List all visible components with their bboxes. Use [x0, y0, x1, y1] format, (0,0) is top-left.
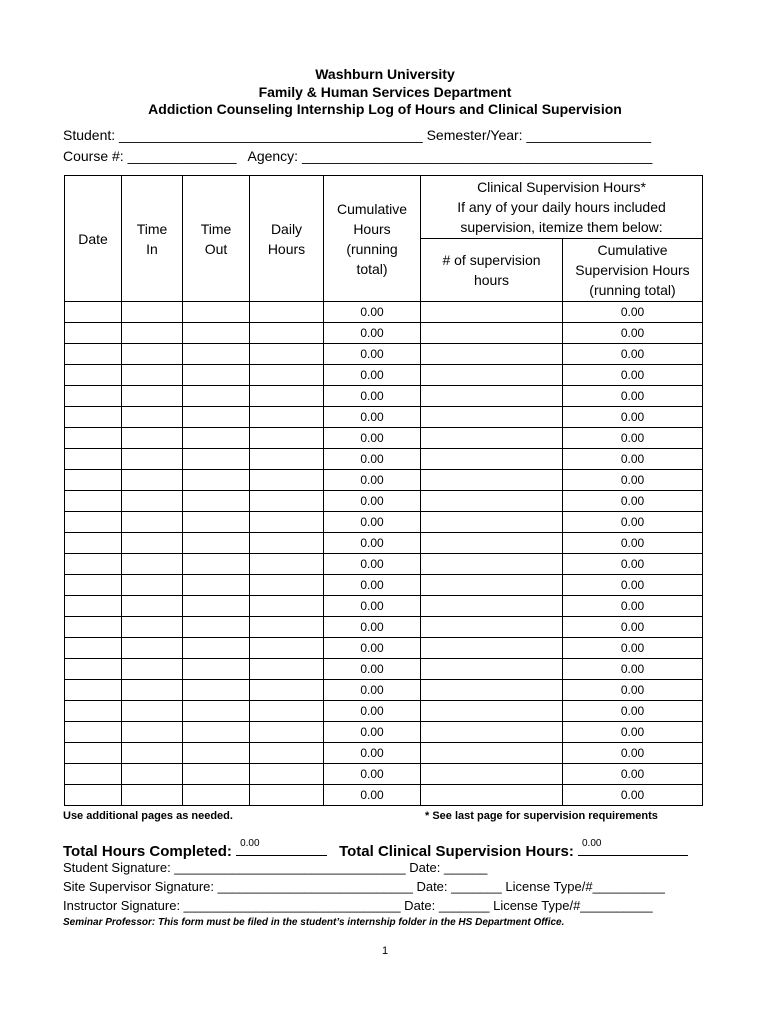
supervision-hours-cell[interactable] — [421, 764, 563, 785]
date-cell[interactable] — [65, 680, 122, 701]
total-hours-label: Total Hours Completed: — [63, 843, 237, 860]
time-out-cell[interactable] — [183, 428, 250, 449]
cumulative-hours-cell[interactable]: 0.00 — [324, 617, 421, 638]
cumulative-hours-cell[interactable]: 0.00 — [324, 470, 421, 491]
cumulative-hours-cell[interactable]: 0.00 — [324, 680, 421, 701]
daily-hours-cell[interactable] — [250, 428, 324, 449]
cumulative-supervision-cell[interactable]: 0.00 — [563, 785, 703, 806]
time-in-cell[interactable] — [122, 680, 183, 701]
supervision-hours-cell[interactable] — [421, 743, 563, 764]
supervision-requirements-note: * See last page for supervision requirements — [425, 810, 658, 822]
table-row — [65, 491, 703, 512]
daily-hours-cell[interactable] — [250, 638, 324, 659]
cumulative-hours-cell[interactable]: 0.00 — [324, 323, 421, 344]
cumulative-supervision-cell[interactable]: 0.00 — [563, 701, 703, 722]
instructor-signature-line[interactable]: Instructor Signature: ______________________________ Date: _______ License Type/#__________ — [63, 898, 653, 913]
time-out-cell[interactable] — [183, 638, 250, 659]
time-in-cell[interactable] — [122, 659, 183, 680]
cumulative-hours-cell[interactable]: 0.00 — [324, 449, 421, 470]
table-row — [65, 407, 703, 428]
supervision-hours-cell[interactable] — [421, 554, 563, 575]
table-row — [65, 575, 703, 596]
time-in-cell[interactable] — [122, 638, 183, 659]
date-cell[interactable] — [65, 344, 122, 365]
cumulative-supervision-cell[interactable]: 0.00 — [563, 386, 703, 407]
daily-hours-cell[interactable] — [250, 407, 324, 428]
table-row — [65, 722, 703, 743]
daily-hours-cell[interactable] — [250, 302, 324, 323]
daily-hours-cell[interactable] — [250, 449, 324, 470]
cumulative-supervision-cell[interactable]: 0.00 — [563, 575, 703, 596]
time-out-cell[interactable] — [183, 701, 250, 722]
cumulative-hours-cell[interactable]: 0.00 — [324, 575, 421, 596]
daily-hours-cell[interactable] — [250, 470, 324, 491]
daily-hours-cell[interactable] — [250, 533, 324, 554]
total-supervision-label: Total Clinical Supervision Hours: — [339, 843, 578, 860]
cumulative-supervision-cell[interactable]: 0.00 — [563, 680, 703, 701]
daily-hours-cell[interactable] — [250, 512, 324, 533]
time-out-cell[interactable] — [183, 323, 250, 344]
daily-hours-cell[interactable] — [250, 491, 324, 512]
table-row — [65, 596, 703, 617]
cumulative-supervision-cell[interactable]: 0.00 — [563, 533, 703, 554]
supervision-hours-cell[interactable] — [421, 302, 563, 323]
cumulative-hours-cell[interactable]: 0.00 — [324, 344, 421, 365]
cumulative-supervision-cell[interactable]: 0.00 — [563, 491, 703, 512]
date-cell[interactable] — [65, 470, 122, 491]
cumulative-hours-cell[interactable]: 0.00 — [324, 785, 421, 806]
student-semester-line[interactable]: Student: _______________________________________ Semester/Year: ________________ — [63, 127, 652, 143]
cumulative-hours-cell[interactable]: 0.00 — [324, 701, 421, 722]
time-in-cell[interactable] — [122, 449, 183, 470]
header-time-in: Time In — [122, 176, 183, 302]
time-out-cell[interactable] — [183, 491, 250, 512]
date-cell[interactable] — [65, 302, 122, 323]
cumulative-hours-cell[interactable]: 0.00 — [324, 302, 421, 323]
time-out-cell[interactable] — [183, 365, 250, 386]
page-number: 1 — [381, 945, 389, 957]
time-out-cell[interactable] — [183, 344, 250, 365]
time-out-cell[interactable] — [183, 785, 250, 806]
daily-hours-cell[interactable] — [250, 764, 324, 785]
time-in-cell[interactable] — [122, 617, 183, 638]
additional-pages-note: Use additional pages as needed. — [63, 810, 233, 822]
header-cumulative-supervision: Cumulative Supervision Hours (running total) — [563, 239, 703, 302]
time-out-cell[interactable] — [183, 617, 250, 638]
date-cell[interactable] — [65, 596, 122, 617]
cumulative-supervision-cell[interactable]: 0.00 — [563, 764, 703, 785]
daily-hours-cell[interactable] — [250, 365, 324, 386]
table-row — [65, 365, 703, 386]
table-row — [65, 680, 703, 701]
time-out-cell[interactable] — [183, 407, 250, 428]
time-in-cell[interactable] — [122, 533, 183, 554]
table-row — [65, 785, 703, 806]
total-hours-field[interactable]: 0.00 — [236, 840, 327, 856]
table-row — [65, 638, 703, 659]
cumulative-supervision-cell[interactable]: 0.00 — [563, 323, 703, 344]
cumulative-supervision-cell[interactable]: 0.00 — [563, 428, 703, 449]
time-in-cell[interactable] — [122, 512, 183, 533]
daily-hours-cell[interactable] — [250, 743, 324, 764]
cumulative-hours-cell[interactable]: 0.00 — [324, 743, 421, 764]
time-in-cell[interactable] — [122, 554, 183, 575]
supervision-hours-cell[interactable] — [421, 407, 563, 428]
date-cell[interactable] — [65, 638, 122, 659]
cumulative-hours-cell[interactable]: 0.00 — [324, 365, 421, 386]
time-in-cell[interactable] — [122, 491, 183, 512]
supervision-hours-cell[interactable] — [421, 449, 563, 470]
supervision-hours-cell[interactable] — [421, 638, 563, 659]
cumulative-supervision-cell[interactable]: 0.00 — [563, 743, 703, 764]
table-row — [65, 323, 703, 344]
supervision-hours-cell[interactable] — [421, 722, 563, 743]
department-name: Family & Human Services Department — [258, 84, 512, 100]
cumulative-hours-cell[interactable]: 0.00 — [324, 386, 421, 407]
time-in-cell[interactable] — [122, 575, 183, 596]
cumulative-hours-cell[interactable]: 0.00 — [324, 659, 421, 680]
date-cell[interactable] — [65, 785, 122, 806]
supervision-hours-cell[interactable] — [421, 512, 563, 533]
cumulative-supervision-cell[interactable]: 0.00 — [563, 512, 703, 533]
time-out-cell[interactable] — [183, 596, 250, 617]
cumulative-supervision-cell[interactable]: 0.00 — [563, 302, 703, 323]
supervision-hours-cell[interactable] — [421, 491, 563, 512]
table-row — [65, 743, 703, 764]
supervision-hours-cell[interactable] — [421, 323, 563, 344]
time-in-cell[interactable] — [122, 407, 183, 428]
date-cell[interactable] — [65, 491, 122, 512]
table-row — [65, 533, 703, 554]
daily-hours-cell[interactable] — [250, 659, 324, 680]
cumulative-supervision-cell[interactable]: 0.00 — [563, 449, 703, 470]
date-cell[interactable] — [65, 428, 122, 449]
cumulative-hours-cell[interactable]: 0.00 — [324, 722, 421, 743]
supervision-hours-cell[interactable] — [421, 386, 563, 407]
footer-note: Seminar Professor: This form must be filed in the student’s internship folder in the HS Department Office. — [63, 917, 565, 928]
daily-hours-cell[interactable] — [250, 386, 324, 407]
time-in-cell[interactable] — [122, 302, 183, 323]
daily-hours-cell[interactable] — [250, 554, 324, 575]
time-in-cell[interactable] — [122, 596, 183, 617]
date-cell[interactable] — [65, 554, 122, 575]
table-row — [65, 659, 703, 680]
date-cell[interactable] — [65, 575, 122, 596]
table-row — [65, 302, 703, 323]
supervision-hours-cell[interactable] — [421, 659, 563, 680]
date-cell[interactable] — [65, 512, 122, 533]
table-row — [65, 701, 703, 722]
site-supervisor-signature-line[interactable]: Site Supervisor Signature: ___________________________ Date: _______ License Type/#__________ — [63, 879, 665, 894]
cumulative-hours-cell[interactable]: 0.00 — [324, 428, 421, 449]
header-time-out: Time Out — [183, 176, 250, 302]
time-in-cell[interactable] — [122, 323, 183, 344]
cumulative-supervision-cell[interactable]: 0.00 — [563, 638, 703, 659]
table-row — [65, 764, 703, 785]
time-out-cell[interactable] — [183, 386, 250, 407]
table-row — [65, 428, 703, 449]
hours-log-table — [64, 175, 703, 806]
totals-line — [63, 840, 688, 860]
course-agency-line[interactable]: Course #: ______________ Agency: _____________________________________________ — [63, 148, 653, 164]
time-out-cell[interactable] — [183, 659, 250, 680]
time-out-cell[interactable] — [183, 512, 250, 533]
date-cell[interactable] — [65, 722, 122, 743]
time-out-cell[interactable] — [183, 554, 250, 575]
cumulative-hours-cell[interactable]: 0.00 — [324, 638, 421, 659]
daily-hours-cell[interactable] — [250, 596, 324, 617]
supervision-hours-cell[interactable] — [421, 470, 563, 491]
time-in-cell[interactable] — [122, 785, 183, 806]
cumulative-supervision-cell[interactable]: 0.00 — [563, 470, 703, 491]
daily-hours-cell[interactable] — [250, 575, 324, 596]
daily-hours-cell[interactable] — [250, 701, 324, 722]
supervision-hours-cell[interactable] — [421, 701, 563, 722]
date-cell[interactable] — [65, 617, 122, 638]
time-in-cell[interactable] — [122, 344, 183, 365]
time-in-cell[interactable] — [122, 764, 183, 785]
cumulative-supervision-cell[interactable]: 0.00 — [563, 659, 703, 680]
time-in-cell[interactable] — [122, 722, 183, 743]
time-out-cell[interactable] — [183, 533, 250, 554]
date-cell[interactable] — [65, 659, 122, 680]
time-out-cell[interactable] — [183, 764, 250, 785]
daily-hours-cell[interactable] — [250, 722, 324, 743]
time-in-cell[interactable] — [122, 470, 183, 491]
header-daily-hours: Daily Hours — [250, 176, 324, 302]
daily-hours-cell[interactable] — [250, 344, 324, 365]
total-supervision-field[interactable]: 0.00 — [578, 840, 688, 856]
header-cumulative-hours: Cumulative Hours (running total) — [324, 176, 421, 302]
cumulative-supervision-cell[interactable]: 0.00 — [563, 617, 703, 638]
time-out-cell[interactable] — [183, 743, 250, 764]
daily-hours-cell[interactable] — [250, 785, 324, 806]
table-row — [65, 386, 703, 407]
cumulative-hours-cell[interactable]: 0.00 — [324, 596, 421, 617]
cumulative-supervision-cell[interactable]: 0.00 — [563, 365, 703, 386]
date-cell[interactable] — [65, 449, 122, 470]
header-clinical-supervision: Clinical Supervision Hours* If any of your daily hours included supervision, itemize them below: — [421, 176, 703, 239]
header-date: Date — [65, 176, 122, 302]
supervision-hours-cell[interactable] — [421, 533, 563, 554]
date-cell[interactable] — [65, 407, 122, 428]
time-out-cell[interactable] — [183, 449, 250, 470]
cumulative-hours-cell[interactable]: 0.00 — [324, 764, 421, 785]
cumulative-supervision-cell[interactable]: 0.00 — [563, 554, 703, 575]
time-out-cell[interactable] — [183, 302, 250, 323]
date-cell[interactable] — [65, 743, 122, 764]
time-out-cell[interactable] — [183, 680, 250, 701]
cumulative-hours-cell[interactable]: 0.00 — [324, 533, 421, 554]
cumulative-supervision-cell[interactable]: 0.00 — [563, 344, 703, 365]
table-row — [65, 449, 703, 470]
supervision-hours-cell[interactable] — [421, 680, 563, 701]
supervision-hours-cell[interactable] — [421, 428, 563, 449]
table-row — [65, 617, 703, 638]
supervision-hours-cell[interactable] — [421, 596, 563, 617]
time-out-cell[interactable] — [183, 575, 250, 596]
time-out-cell[interactable] — [183, 722, 250, 743]
supervision-hours-cell[interactable] — [421, 617, 563, 638]
form-title: Addiction Counseling Internship Log of Hours and Clinical Supervision — [148, 101, 622, 117]
time-out-cell[interactable] — [183, 470, 250, 491]
supervision-hours-cell[interactable] — [421, 365, 563, 386]
time-in-cell[interactable] — [122, 365, 183, 386]
university-name: Washburn University — [315, 66, 455, 82]
supervision-hours-cell[interactable] — [421, 344, 563, 365]
table-row — [65, 512, 703, 533]
table-row — [65, 470, 703, 491]
cumulative-supervision-cell[interactable]: 0.00 — [563, 722, 703, 743]
cumulative-hours-cell[interactable]: 0.00 — [324, 512, 421, 533]
time-in-cell[interactable] — [122, 428, 183, 449]
cumulative-hours-cell[interactable]: 0.00 — [324, 407, 421, 428]
supervision-hours-cell[interactable] — [421, 575, 563, 596]
cumulative-hours-cell[interactable]: 0.00 — [324, 491, 421, 512]
table-row — [65, 554, 703, 575]
time-in-cell[interactable] — [122, 701, 183, 722]
cumulative-supervision-cell[interactable]: 0.00 — [563, 596, 703, 617]
time-in-cell[interactable] — [122, 743, 183, 764]
student-signature-line[interactable]: Student Signature: ________________________________ Date: ______ — [63, 860, 488, 875]
date-cell[interactable] — [65, 386, 122, 407]
date-cell[interactable] — [65, 365, 122, 386]
date-cell[interactable] — [65, 764, 122, 785]
daily-hours-cell[interactable] — [250, 323, 324, 344]
table-row — [65, 344, 703, 365]
cumulative-hours-cell[interactable]: 0.00 — [324, 554, 421, 575]
daily-hours-cell[interactable] — [250, 680, 324, 701]
supervision-hours-cell[interactable] — [421, 785, 563, 806]
date-cell[interactable] — [65, 701, 122, 722]
time-in-cell[interactable] — [122, 386, 183, 407]
date-cell[interactable] — [65, 533, 122, 554]
header-supervision-hours: # of supervision hours — [421, 239, 563, 302]
date-cell[interactable] — [65, 323, 122, 344]
cumulative-supervision-cell[interactable]: 0.00 — [563, 407, 703, 428]
daily-hours-cell[interactable] — [250, 617, 324, 638]
